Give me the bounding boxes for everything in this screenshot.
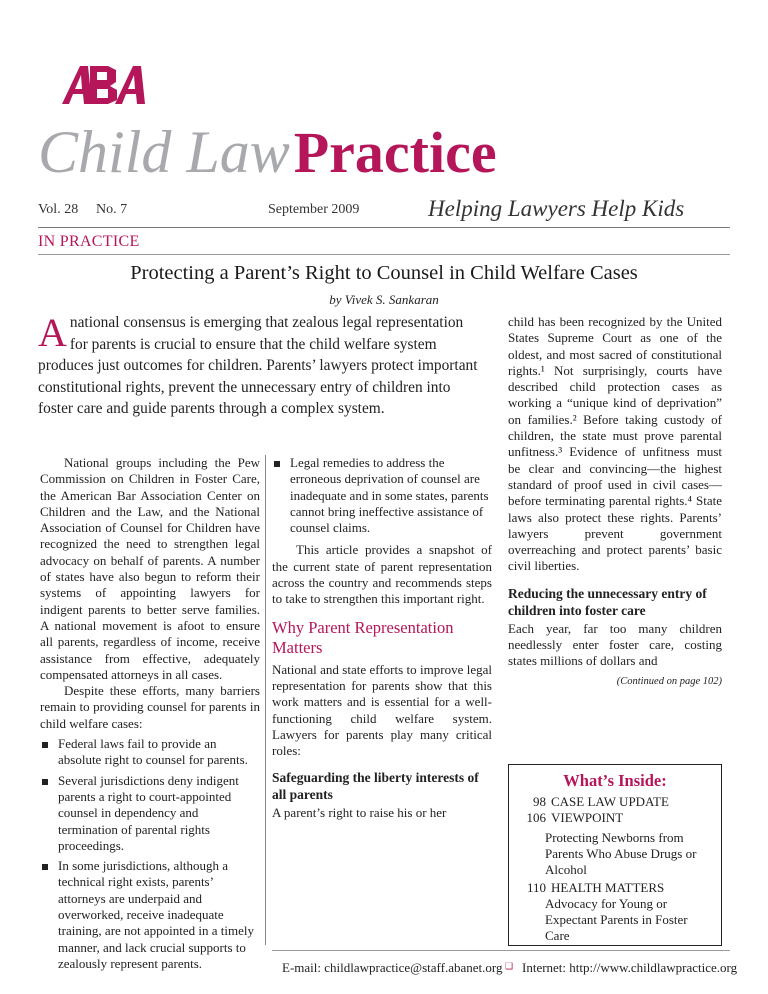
barriers-list [40,736,260,972]
footer-bullet-icon: ❏ [505,961,514,971]
col2-paragraph-3: A parent’s right to raise his or her [272,805,447,821]
list-item: Federal laws fail to provide an absolute right to counsel for parents. [40,736,260,769]
whats-inside-box [508,764,722,946]
column-2 [272,455,492,822]
article-lead [38,312,478,420]
article-byline: by Vivek S. Sankaran [329,292,439,307]
inside-page: 106 [526,810,546,825]
barriers-list-cont [272,455,492,536]
col1-paragraph-2: Despite these efforts, many barriers remain to providing counsel for parents in child welfare cases: [40,683,260,731]
issue-number: No. 7 [96,202,128,217]
inside-page: 98 [533,794,546,809]
inside-label: HEALTH MATTERS [551,880,665,895]
col3-paragraph-1: child has been recognized by the United States Supreme Court as one of the oldest, and most sacred of constitutional rights.¹ Not surprisingly, courts have described child protection cases as working a “unique kind of deprivation” on families.² Before taking custody of children, the state must prove parental unfitness.³ Evidence of unfitness must be clear and convincing—the highest standard of proof used in civil cases—before terminating parental rights.⁴ State laws also protect these rights. Parents’ lawyers prevent government overreaching and protect parents’ basic civil liberties. [508,314,722,574]
inside-item[interactable] [509,794,721,810]
subhead-reducing-foster-care: Reducing the unnecessary entry of children into foster care [508,585,707,618]
inside-label: CASE LAW UPDATE [551,794,669,809]
inside-subitem[interactable]: Protecting Newborns from Parents Who Abuse Drugs or Alcohol [545,830,697,877]
title-child-law: Child Law [38,119,290,185]
column-divider [265,455,266,945]
tagline: Helping Lawyers Help Kids [428,196,685,221]
col2-paragraph-1: This article provides a snapshot of the current state of parent representation across the country and recommends steps to take to strengthen this important right. [272,542,492,607]
footer-email[interactable]: E-mail: childlawpractice@staff.abanet.org [282,960,503,975]
volume-number: Vol. 28 [38,202,79,217]
subhead-why-representation-matters: Why Parent Representation Matters [272,617,454,657]
col3-paragraph-2: Each year, far too many children needlessly enter foster care, costing states millions of dollars and [508,620,722,669]
list-item: In some jurisdictions, although a technical right exists, parents’ attorneys are underpaid and overworked, receive inadequate training, are not appointed in a timely manner, and lack crucial supports to zealously represent parents. [40,858,260,972]
subhead-safeguarding-liberty: Safeguarding the liberty interests of all parents [272,770,479,803]
column-3 [508,314,722,690]
issue-date: September 2009 [268,202,360,217]
inside-item[interactable] [509,810,721,826]
column-1 [40,455,260,976]
article-title: Protecting a Parent’s Right to Counsel in Child Welfare Cases [130,262,638,284]
inside-subitem[interactable]: Advocacy for Young or Expectant Parents in Foster Care [545,896,688,943]
masthead-rule [38,227,730,228]
col1-paragraph-1: National groups including the Pew Commission on Children in Foster Care, the American Bar Association Center on Children and the Law, and the National Association of Counsel for Children have recognized the need to strengthen legal advocacy on behalf of parents. A number of states have also begun to reform their systems of appointing lawyers for indigent parents to better serve families. A national movement is afoot to ensure all parents, regardless of income, receive assistance from effective, adequately compensated attorneys in all cases. [40,455,260,682]
footer-rule [272,950,730,951]
title-practice: Practice [293,120,497,185]
list-item: Legal remedies to address the erroneous deprivation of counsel are inadequate and in some states, parents cannot bring ineffective assistance of counsel claims. [272,455,492,536]
col2-paragraph-2: National and state efforts to improve legal representation for parents show that this work matters and is essential for a well-functioning child welfare system. Lawyers for parents play many critical roles: [272,661,492,759]
footer-internet[interactable]: Internet: http://www.childlawpractice.org [522,960,738,975]
section-label: IN PRACTICE [38,233,140,250]
inside-label: VIEWPOINT [551,810,624,825]
continued-note: (Continued on page 102) [616,675,722,687]
whats-inside-title: What’s Inside: [563,771,667,790]
list-item: Several jurisdictions deny indigent parents a right to court-appointed counsel in dependency and termination of parental rights proceedings. [40,773,260,854]
aba-logo [60,62,160,107]
section-rule [38,254,730,255]
masthead-title [38,119,497,185]
inside-item[interactable] [509,880,721,896]
drop-cap: A [38,310,67,355]
inside-page: 110 [526,880,546,895]
lead-text: national consensus is emerging that zealous legal representation for parents is crucial to ensure that the child welfare system produces just outcomes for children. Parents’ lawyers protect important constitutional rights, prevent the unnecessary entry of children into foster care and guide parents through a complex system. [38,314,478,417]
